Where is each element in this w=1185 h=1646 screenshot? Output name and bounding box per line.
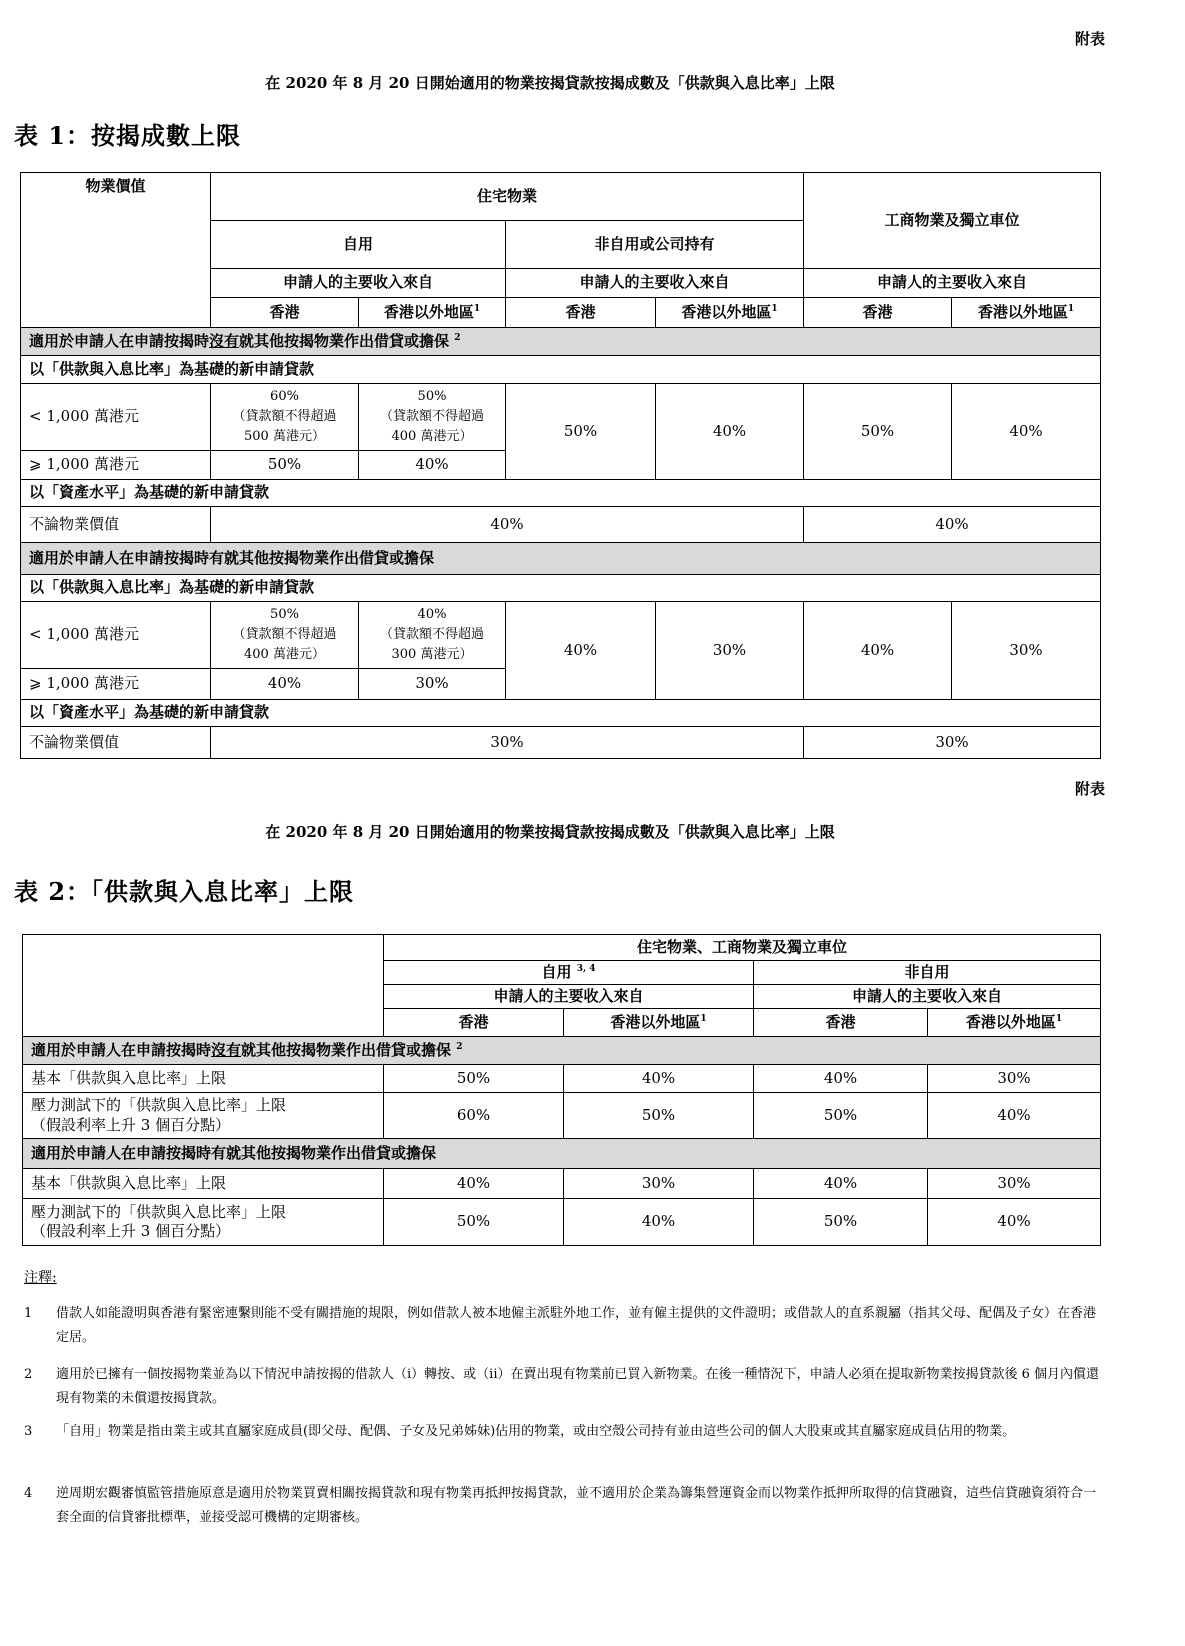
section-with-other-mortgage: 適用於申請人在申請按揭時有就其他按揭物業作出借貸或擔保: [23, 1139, 1101, 1169]
cell-value: 40%: [754, 1065, 928, 1093]
header-outside-hk: 香港以外地區$^1$: [564, 1009, 754, 1037]
subheading-dsr-basis: 以「供款與入息比率」為基礎的新申請貸款: [21, 356, 1101, 384]
cell-value: 40%: [656, 384, 804, 480]
cell-value: 50%: [754, 1093, 928, 1139]
cell-value: 50%: [211, 451, 359, 480]
header-property-value: 物業價值: [21, 173, 211, 328]
cell-value: 50%: [384, 1199, 564, 1246]
header-income-source: 申請人的主要收入來自: [211, 269, 506, 298]
cell-value: 30%: [359, 669, 506, 700]
header-income-source: 申請人的主要收入來自: [754, 985, 1101, 1009]
subheading-dsr-basis: 以「供款與入息比率」為基礎的新申請貸款: [21, 575, 1101, 602]
cell-value: 40%: [804, 507, 1101, 543]
annex-label: 附表: [1074, 30, 1105, 48]
cell-value: 40% （貸款額不得超過 300 萬港元）: [359, 602, 506, 669]
cell-value: 40%: [928, 1093, 1101, 1139]
row-label-basic-dsr: 基本「供款與入息比率」上限: [23, 1169, 384, 1199]
cell-value: 60%: [384, 1093, 564, 1139]
header-outside-hk: 香港以外地區$^1$: [359, 298, 506, 328]
header-non-self-use: 非自用: [754, 961, 1101, 985]
cell-value: 40%: [359, 451, 506, 480]
cell-value: 30%: [211, 727, 804, 759]
note-item: 2 適用於已擁有一個按揭物業並為以下情況申請按揭的借款人（i）轉按、或（ii）在賣出現有物業前已買入新物業。在後一種情況下，申請人必須在提取新物業按揭貸款後 6 個月內償還現有物業的未償還按揭貸款。: [24, 1367, 1100, 1406]
row-label-under-10m: < 1,000 萬港元: [21, 384, 211, 451]
section-no-other-mortgage: 適用於申請人在申請按揭時沒有就其他按揭物業作出借貸或擔保 $^2$: [23, 1037, 1101, 1065]
note-item: 3 「自用」物業是指由業主或其直屬家庭成員(即父母、配偶、子女及兄弟姊妹)佔用的物業，或由空殼公司持有並由這些公司的個人大股東或其直屬家庭成員佔用的物業。: [24, 1424, 1016, 1439]
annex-label: 附表: [1074, 780, 1105, 798]
cell-value: 50%: [384, 1065, 564, 1093]
row-label-stressed-dsr: 壓力測試下的「供款與入息比率」上限 （假設利率上升 3 個百分點）: [23, 1093, 384, 1139]
cell-value: 40%: [952, 384, 1101, 480]
header-outside-hk: 香港以外地區$^1$: [928, 1009, 1101, 1037]
cell-value: 50%: [564, 1093, 754, 1139]
section-no-other-mortgage: 適用於申請人在申請按揭時沒有就其他按揭物業作出借貸或擔保 $^2$: [21, 328, 1101, 356]
cell-value: 30%: [564, 1169, 754, 1199]
subheading-asset-basis: 以「資產水平」為基礎的新申請貸款: [21, 480, 1101, 507]
row-label-under-10m: < 1,000 萬港元: [21, 602, 211, 669]
cell-value: 40%: [928, 1199, 1101, 1246]
cell-value: 40%: [506, 602, 656, 700]
document-subtitle: 在 2020 年 8 月 20 日開始適用的物業按揭貸款按揭成數及「供款與入息比率」上限: [265, 74, 835, 92]
header-self-use: 自用: [211, 221, 506, 269]
cell-value: 50% （貸款額不得超過 400 萬港元）: [359, 384, 506, 451]
header-non-self-use: 非自用或公司持有: [506, 221, 804, 269]
cell-value: 30%: [928, 1065, 1101, 1093]
cell-value: 40%: [804, 602, 952, 700]
section-with-other-mortgage: 適用於申請人在申請按揭時有就其他按揭物業作出借貸或擔保: [21, 543, 1101, 575]
cell-value: 40%: [564, 1199, 754, 1246]
row-label-any-value: 不論物業價值: [21, 507, 211, 543]
header-blank: [23, 935, 384, 1037]
cell-value: 50%: [506, 384, 656, 480]
cell-value: 40%: [384, 1169, 564, 1199]
cell-value: 50%: [804, 384, 952, 480]
header-outside-hk: 香港以外地區$^1$: [952, 298, 1101, 328]
cell-value: 50%: [754, 1199, 928, 1246]
row-label-any-value: 不論物業價值: [21, 727, 211, 759]
cell-value: 40%: [211, 507, 804, 543]
cell-value: 60% （貸款額不得超過 500 萬港元）: [211, 384, 359, 451]
note-item: 4 逆周期宏觀審慎監管措施原意是適用於物業買賣相關按揭貸款和現有物業再抵押按揭貸款，並不適用於企業為籌集營運資金而以物業作抵押所取得的信貸融資，這些信貸融資須符合一套全面的信貸審批標準，並接受認可機構的定期審核。: [24, 1486, 1097, 1525]
cell-value: 40%: [564, 1065, 754, 1093]
header-income-source: 申請人的主要收入來自: [384, 985, 754, 1009]
cell-value: 30%: [804, 727, 1101, 759]
row-label-10m-or-more: ⩾ 1,000 萬港元: [21, 669, 211, 700]
table-1-ltv-caps: [20, 172, 1101, 759]
row-label-10m-or-more: ⩾ 1,000 萬港元: [21, 451, 211, 480]
cell-value: 50% （貸款額不得超過 400 萬港元）: [211, 602, 359, 669]
cell-value: 30%: [952, 602, 1101, 700]
table2-title: 表 2：「供款與入息比率」上限: [14, 877, 355, 906]
cell-value: 40%: [754, 1169, 928, 1199]
subheading-asset-basis: 以「資產水平」為基礎的新申請貸款: [21, 700, 1101, 727]
header-hk: 香港: [384, 1009, 564, 1037]
header-hk: 香港: [506, 298, 656, 328]
table1-title: 表 1：按揭成數上限: [14, 121, 242, 150]
header-hk: 香港: [754, 1009, 928, 1037]
cell-value: 30%: [928, 1169, 1101, 1199]
header-self-use: 自用 $^{3, 4}$: [384, 961, 754, 985]
header-outside-hk: 香港以外地區$^1$: [656, 298, 804, 328]
row-label-stressed-dsr: 壓力測試下的「供款與入息比率」上限 （假設利率上升 3 個百分點）: [23, 1199, 384, 1246]
notes-heading: 注釋:: [24, 1270, 57, 1286]
header-hk: 香港: [804, 298, 952, 328]
note-item: 1 借款人如能證明與香港有緊密連繫則能不受有關措施的規限，例如借款人被本地僱主派駐外地工作，並有僱主提供的文件證明；或借款人的直系親屬（指其父母、配偶及子女）在香港定居。: [24, 1306, 1097, 1345]
header-residential: 住宅物業: [211, 173, 804, 221]
header-hk: 香港: [211, 298, 359, 328]
document-subtitle: 在 2020 年 8 月 20 日開始適用的物業按揭貸款按揭成數及「供款與入息比率」上限: [265, 823, 835, 841]
header-income-source: 申請人的主要收入來自: [506, 269, 804, 298]
cell-value: 40%: [211, 669, 359, 700]
cell-value: 30%: [656, 602, 804, 700]
header-income-source: 申請人的主要收入來自: [804, 269, 1101, 298]
row-label-basic-dsr: 基本「供款與入息比率」上限: [23, 1065, 384, 1093]
header-commercial: 工商物業及獨立車位: [804, 173, 1101, 269]
table-2-dsr-caps: [22, 934, 1101, 1246]
header-all-property: 住宅物業、工商物業及獨立車位: [384, 935, 1101, 961]
